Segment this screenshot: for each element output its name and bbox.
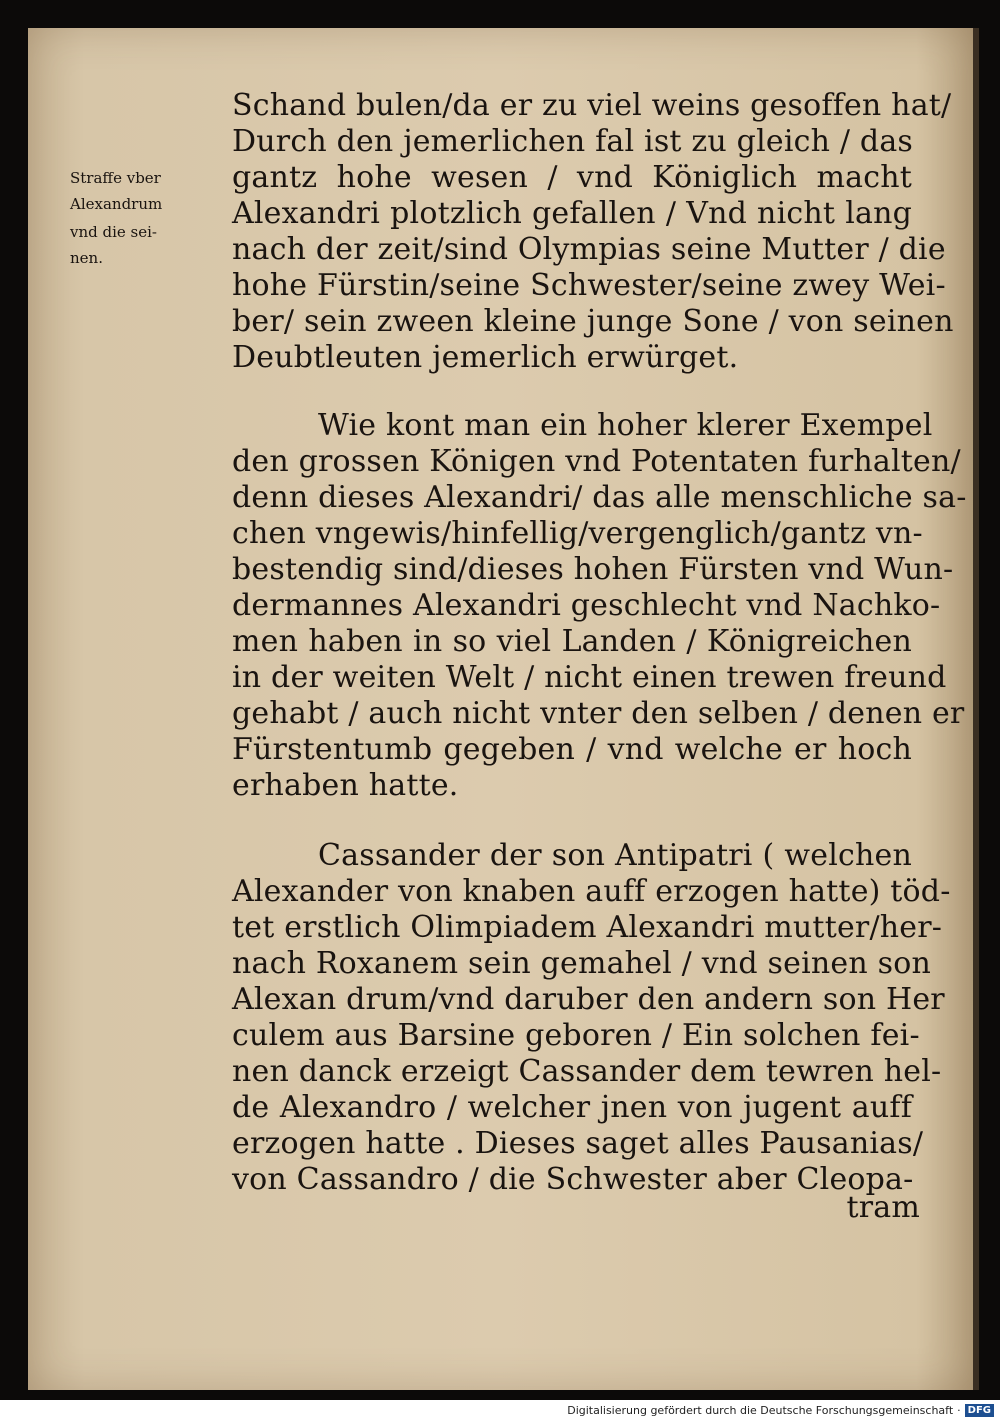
text-line: den grossen Königen vnd Potentaten furhalten/ [232, 444, 961, 479]
text-line: Fürstentumb gegeben / vnd welche er hoch [232, 732, 912, 767]
text-line: hohe Fürstin/seine Schwester/seine zwey Wei- [232, 268, 946, 303]
text-line: tet erstlich Olimpiadem Alexandri mutter/her- [232, 910, 943, 945]
margin-note-line: Alexandrum [70, 195, 163, 213]
text-line: nen danck erzeigt Cassander dem tewren hel- [232, 1054, 942, 1089]
footer [567, 1402, 994, 1418]
text-line: culem aus Barsine geboren / Ein solchen fei- [232, 1018, 920, 1053]
text-line: von Cassandro / die Schwester aber Cleopa- [232, 1162, 914, 1197]
text-line: nach Roxanem sein gemahel / vnd seinen son [232, 946, 931, 981]
text-line: in der weiten Welt / nicht einen trewen freund [232, 660, 947, 695]
text-line: Alexandri plotzlich gefallen / Vnd nicht lang [232, 196, 912, 231]
text-line: nach der zeit/sind Olympias seine Mutter / die [232, 232, 946, 267]
text-line: Schand bulen/da er zu viel weins gesoffen hat/ [232, 88, 952, 123]
text-line: men haben in so viel Landen / Königreichen [232, 624, 912, 659]
text-line: chen vngewis/hinfellig/vergenglich/gantz vn- [232, 516, 923, 551]
text-line: denn dieses Alexandri/ das alle menschliche sa- [232, 480, 967, 515]
margin-note-line: vnd die sei- [70, 223, 157, 241]
text-line: dermannes Alexandri geschlecht vnd Nachko- [232, 588, 941, 623]
footer-separator: · [957, 1403, 961, 1417]
margin-note-line: Straffe vber [70, 169, 161, 187]
text-line: gehabt / auch nicht vnter den selben / denen er [232, 696, 965, 731]
text-line: Cassander der son Antipatri ( welchen [318, 838, 912, 873]
text-line: Durch den jemerlichen fal ist zu gleich / das [232, 124, 914, 159]
text-line: Wie kont man ein hoher klerer Exempel [318, 408, 933, 443]
dfg-logo: DFG [965, 1404, 994, 1417]
text-line: erhaben hatte. [232, 768, 459, 803]
text-line: gantz hohe wesen / vnd Königlich macht [232, 160, 912, 195]
text-line: Alexander von knaben auff erzogen hatte) töd- [232, 874, 951, 909]
margin-note-line: nen. [70, 249, 103, 267]
catchword: tram [846, 1190, 920, 1225]
page-edge [973, 28, 979, 1390]
text-line: ber/ sein zween kleine junge Sone / von seinen [232, 304, 954, 339]
footer-credit: Digitalisierung gefördert durch die Deutsche Forschungsgemeinschaft [567, 1403, 954, 1417]
text-line: Alexan drum/vnd daruber den andern son Her [232, 982, 945, 1017]
text-line: bestendig sind/dieses hohen Fürsten vnd Wun- [232, 552, 954, 587]
text-line: de Alexandro / welcher jnen von jugent auff [232, 1090, 912, 1125]
text-line: Deubtleuten jemerlich erwürget. [232, 340, 739, 375]
text-line: erzogen hatte . Dieses saget alles Pausanias/ [232, 1126, 924, 1161]
